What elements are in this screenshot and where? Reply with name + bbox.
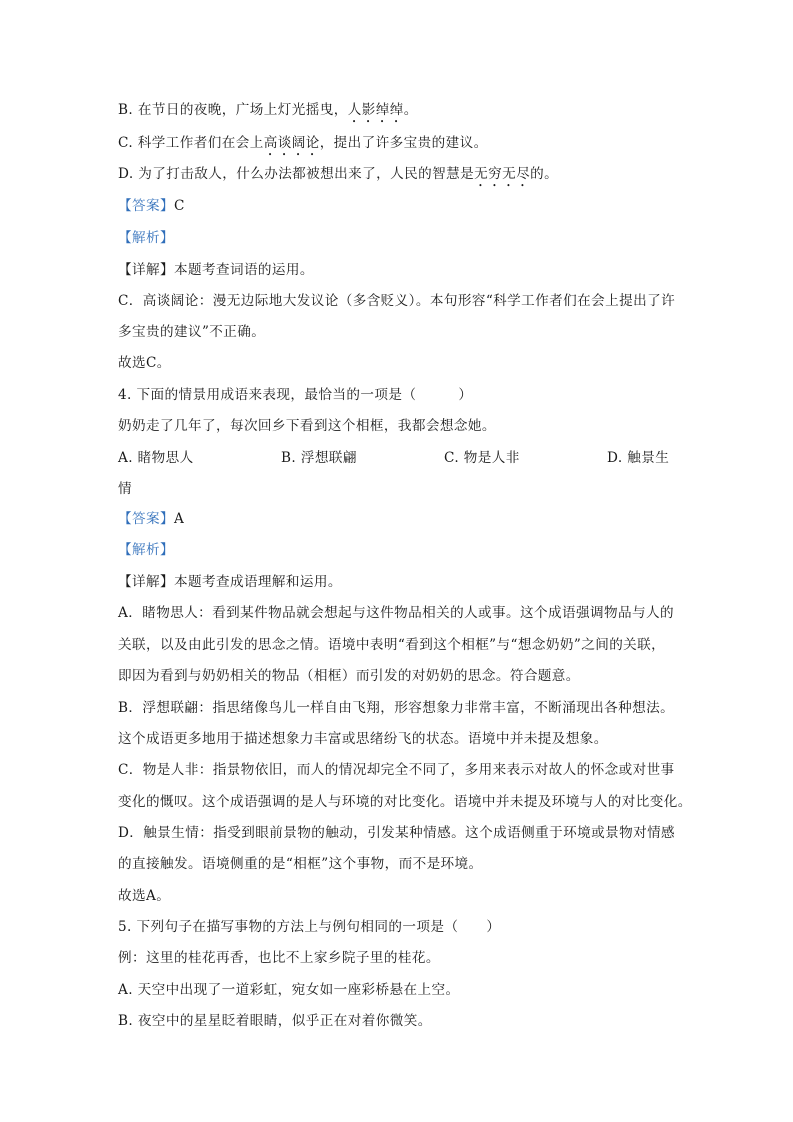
answer-tag: 【答案】 [118, 198, 174, 214]
answer-tag: 【答案】 [118, 511, 174, 527]
q3-explanation-line: C．高谈阔论：漫无边际地大发议论（多含贬义）。本句形容“科学工作者们在会上提出了许 [118, 293, 676, 309]
q5-stem: 5. 下列句子在描写事物的方法上与例句相同的一项是（ ） [118, 919, 501, 935]
q4-explain-b: 这个成语更多地用于描述想象力丰富或思绪纷飞的状态。语境中并未提及想象。 [118, 731, 608, 747]
q3-option-c: C. 科学工作者们在会上高谈阔论，提出了许多宝贵的建议。 [118, 135, 488, 151]
q4-explain-d: 的直接触发。语境侧重的是“相框”这个事物，而不是环境。 [118, 856, 483, 872]
emphasis-word: 人影绰绰 [347, 102, 404, 118]
q4-choose: 故选A。 [118, 888, 171, 904]
q4-option-a: A. 睹物思人 [118, 450, 194, 466]
q4-answer: 【答案】A [118, 511, 185, 527]
q3-analysis-tag: 【解析】 [118, 230, 174, 246]
q3-option-d: D. 为了打击敌人，什么办法都被想出来了，人民的智慧是无穷无尽的。 [118, 166, 559, 182]
q3-explanation-line: 多宝贵的建议”不正确。 [118, 324, 266, 340]
q4-stem: 4. 下面的情景用成语来表现，最恰当的一项是（ ） [118, 387, 473, 403]
q5-option-a: A. 天空中出现了一道彩虹，宛女如一座彩桥悬在上空。 [118, 982, 460, 998]
q4-explain-a: 即因为看到与奶奶相关的物品（相框）而引发的对奶奶的思念。符合题意。 [118, 668, 580, 684]
q3-choose: 故选C。 [118, 355, 171, 371]
q4-explain-c: 变化的慨叹。这个成语强调的是人与环境的对比变化。语境中并未提及环境与人的对比变化。 [118, 794, 692, 810]
q3-detail: 【详解】本题考查词语的运用。 [118, 262, 314, 278]
q4-explain-d: D．触景生情：指受到眼前景物的触动，引发某种情感。这个成语侧重于环境或景物对情感 [118, 825, 676, 841]
q4-context: 奶奶走了几年了，每次回乡下看到这个相框，我都会想念她。 [118, 418, 496, 434]
q4-explain-c: C．物是人非：指景物依旧，而人的情况却完全不同了，多用来表示对故人的怀念或对世事 [118, 762, 675, 778]
q4-option-c: C. 物是人非 [444, 450, 520, 466]
q4-detail: 【详解】本题考查成语理解和运用。 [118, 574, 342, 590]
q4-option-d-wrap: 情 [118, 481, 132, 497]
q3-answer: 【答案】C [118, 198, 185, 214]
q4-option-d: D. 触景生 [607, 450, 670, 466]
q4-explain-a: A．睹物思人：看到某件物品就会想起与这件物品相关的人或事。这个成语强调物品与人的 [118, 605, 674, 621]
q4-explain-a: 关联，以及由此引发的思念之情。语境中表明“看到这个相框”与“想念奶奶”之间的关联， [118, 637, 666, 653]
q5-example: 例：这里的桂花再香，也比不上家乡院子里的桂花。 [118, 950, 440, 966]
q4-analysis-tag: 【解析】 [118, 542, 174, 558]
emphasis-word: 无穷无尽 [474, 166, 531, 182]
emphasis-word: 高谈阔论 [263, 135, 320, 151]
q4-option-b: B. 浮想联翩 [281, 450, 357, 466]
q5-option-b: B. 夜空中的星星眨着眼睛，似乎正在对着你微笑。 [118, 1013, 432, 1029]
q4-options [118, 448, 678, 468]
q3-option-b: B. 在节日的夜晚，广场上灯光摇曳，人影绰绰。 [118, 102, 418, 118]
q4-explain-b: B．浮想联翩：指思绪像鸟儿一样自由飞翔，形容想象力非常丰富，不断涌现出各种想法。 [118, 700, 675, 716]
